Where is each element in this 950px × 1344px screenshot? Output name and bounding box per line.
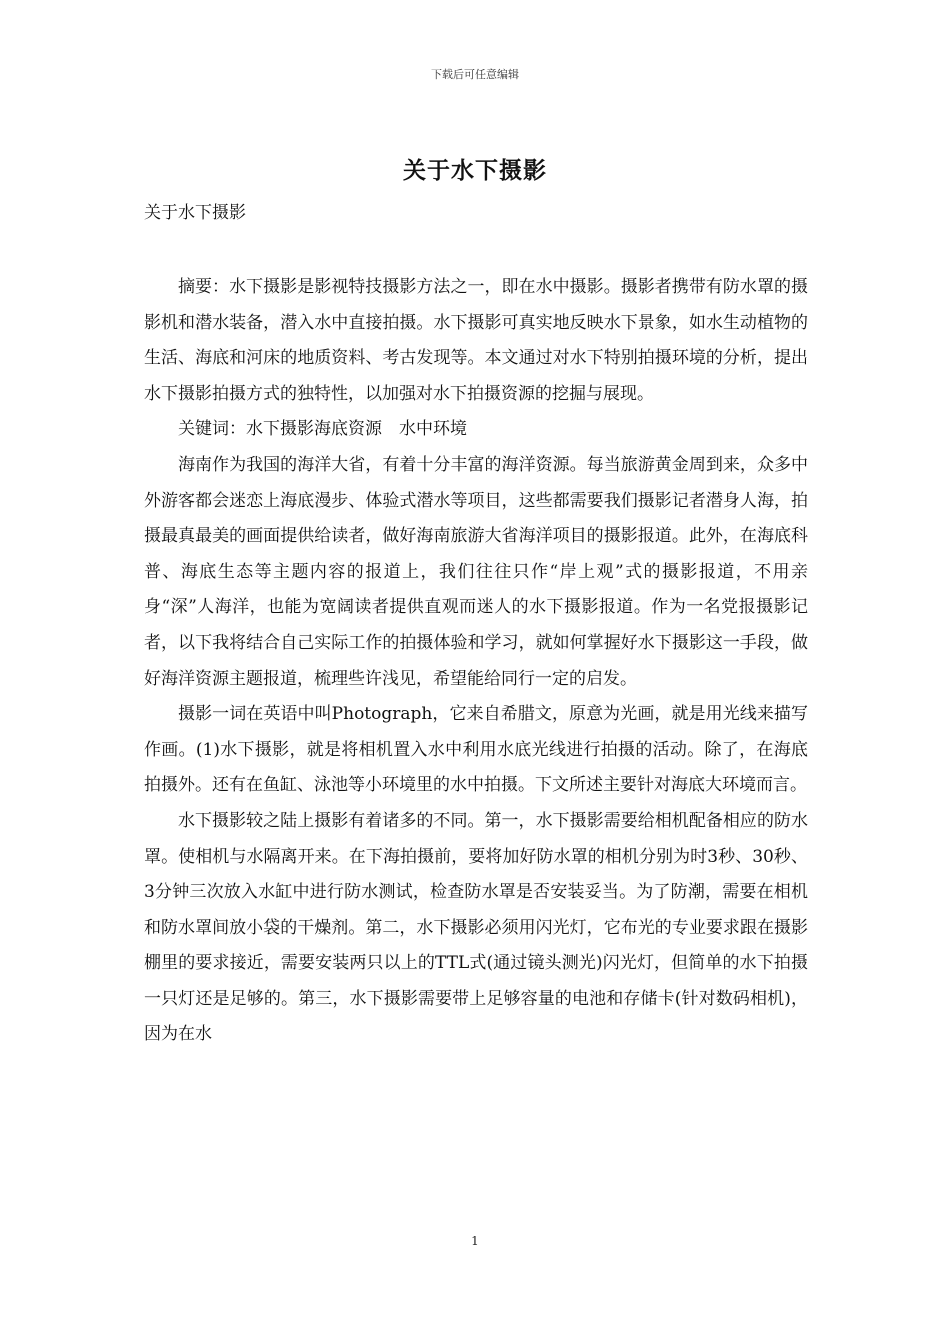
document-body [144, 198, 808, 1053]
body-paragraph: 水下摄影较之陆上摄影有着诸多的不同。第一，水下摄影需要给相机配备相应的防水罩。使相机与水隔离开来。在下海拍摄前，要将加好防水罩的相机分别为时3秒、30秒、3分钟三次放入水缸中进行防水测试，检查防水罩是否安装妥当。为了防潮，需要在相机和防水罩间放小袋的干燥剂。第二，水下摄影必须用闪光灯，它布光的专业要求跟在摄影棚里的要求接近，需要安装两只以上的TTL式(通过镜头测光)闪光灯，但简单的水下拍摄一只灯还是足够的。第三，水下摄影需要带上足够容量的电池和存储卡(针对数码相机)，因为在水 [144, 810, 808, 1045]
document-title: 关于水下摄影 [403, 158, 547, 184]
spacer [144, 228, 808, 270]
document-subtitle: 关于水下摄影 [144, 203, 246, 223]
keywords-paragraph: 关键词：水下摄影海底资源 水中环境 [178, 419, 467, 440]
body-paragraph: 摄影一词在英语中叫Photograph，它来自希腊文，原意为光画，就是用光线来描写作画。(1)水下摄影，就是将相机置入水中利用水底光线进行拍摄的活动。除了，在海底拍摄外。还有在鱼缸、泳池等小环境里的水中拍摄。下文所述主要针对海底大环境而言。 [144, 704, 808, 796]
header-note: 下载后可任意编辑 [431, 68, 519, 81]
page-number: 1 [471, 1234, 479, 1248]
body-paragraph: 海南作为我国的海洋大省，有着十分丰富的海洋资源。每当旅游黄金周到来，众多中外游客都会迷恋上海底漫步、体验式潜水等项目，这些都需要我们摄影记者潜身人海，拍摄最真最美的画面提供给读者，做好海南旅游大省海洋项目的摄影报道。此外，在海底科普、海底生态等主题内容的报道上，我们往往只作“岸上观”式的摄影报道，不用亲身“深”人海洋，也能为宽阔读者提供直观而迷人的水下摄影报道。作为一名党报摄影记者，以下我将结合自己实际工作的拍摄体验和学习，就如何掌握好水下摄影这一手段，做好海洋资源主题报道，梳理些许浅见，希望能给同行一定的启发。 [144, 454, 808, 689]
abstract-paragraph: 摘要：水下摄影是影视特技摄影方法之一，即在水中摄影。摄影者携带有防水罩的摄影机和潜水装备，潜入水中直接拍摄。水下摄影可真实地反映水下景象，如水生动植物的生活、海底和河床的地质资料、考古发现等。本文通过对水下特别拍摄环境的分析，提出水下摄影拍摄方式的独特性，以加强对水下拍摄资源的挖掘与展现。 [144, 277, 808, 404]
